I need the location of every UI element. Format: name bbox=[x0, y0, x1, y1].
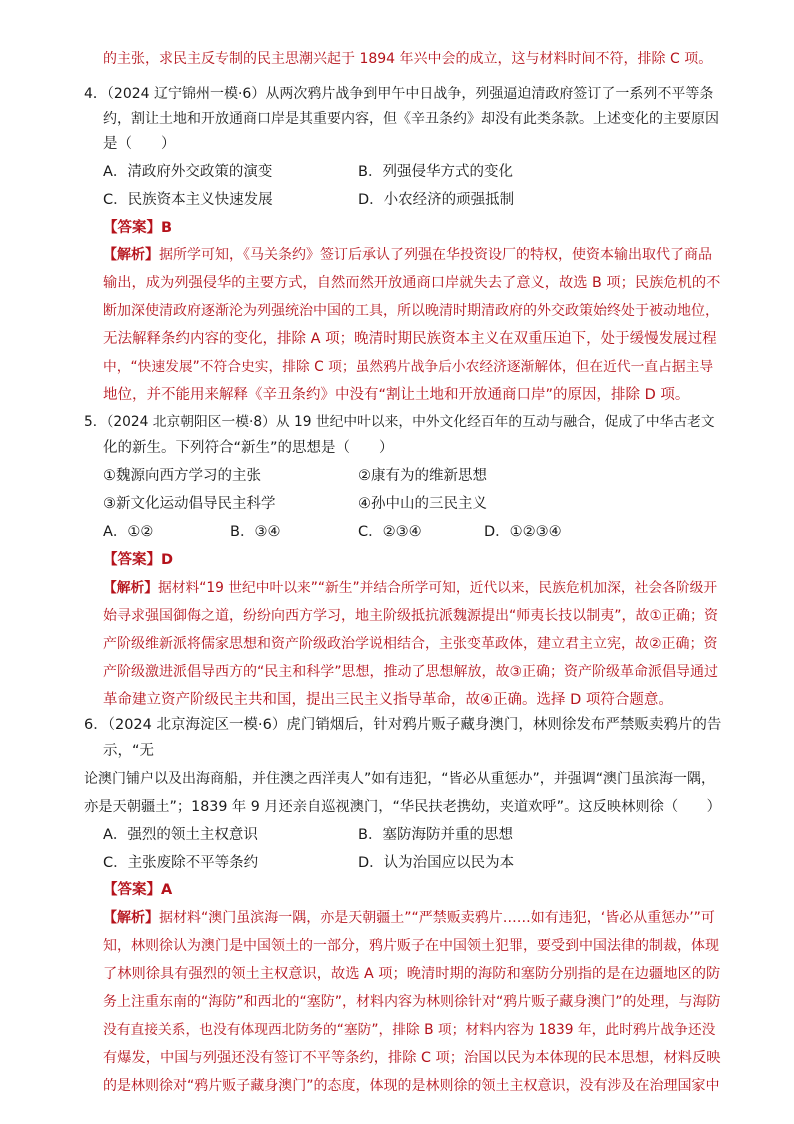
q4-stem-line3: 是（ ） bbox=[103, 136, 176, 152]
q5-item-1: ①魏源向西方学习的主张 bbox=[103, 468, 261, 484]
q5-stem-line1: 5．（2024 北京朝阳区一模·8）从 19 世纪中叶以来，中外文化经百年的互动与融合，促成了中华古老文 bbox=[84, 414, 715, 430]
q6-analysis-text1: 据材料“澳门虽滨海一隅，亦是天朝疆土”“严禁贩卖鸦片……如有违犯，‘皆必从重惩办’”可 bbox=[159, 910, 715, 926]
q5-option-c: C．②③④ bbox=[358, 524, 422, 540]
q5-option-d: D．①②③④ bbox=[484, 524, 562, 540]
q6-option-a: A．强烈的领土主权意识 bbox=[103, 827, 258, 843]
q6-analysis-line4: 务上注重东南的“海防”和西北的“塞防”，材料内容为林则徐针对“鸦片贩子藏身澳门”的处理，与海防 bbox=[103, 994, 721, 1010]
q6-stem-line1: 6．（2024 北京海淀区一模·6）虎门销烟后，针对鸦片贩子藏身澳门，林则徐发布严禁贩卖鸦片的告 bbox=[84, 717, 722, 733]
q5-stem-line2: 化的新生。下列符合“新生”的思想是（ ） bbox=[103, 440, 394, 456]
q6-analysis-label: 【解析】 bbox=[103, 910, 159, 926]
q5-item-2: ②康有为的维新思想 bbox=[358, 468, 487, 484]
q4-analysis-line6: 地位，并不能用来解释《辛丑条约》中没有“割让土地和开放通商口岸”的原因，排除 D 项。 bbox=[103, 387, 690, 403]
q4-option-d: D．小农经济的顽强抵制 bbox=[358, 192, 515, 208]
q6-analysis-line7: 的是林则徐对“鸦片贩子藏身澳门”的态度，体现的是林则徐的领土主权意识，没有涉及在治理国家中 bbox=[103, 1078, 720, 1094]
q6-analysis-line3: 了林则徐具有强烈的领土主权意识，故选 A 项；晚清时期的海防和塞防分别指的是在边疆地区的防 bbox=[103, 966, 721, 982]
q6-analysis-line1 bbox=[103, 908, 715, 928]
q6-stem-line4: 亦是天朝疆土”；1839 年 9 月还亲自巡视澳门，“华民扶老携幼，夹道欢呼”。这反映林则徐（ ） bbox=[84, 799, 721, 815]
q4-analysis-label: 【解析】 bbox=[103, 247, 159, 263]
q4-analysis-line2: 输出，成为列强侵华的主要方式，自然而然开放通商口岸就失去了意义，故选 B 项；民族危机的不 bbox=[103, 275, 721, 291]
q6-option-d: D．认为治国应以民为本 bbox=[358, 855, 515, 871]
q4-analysis-line3: 断加深使清政府逐渐沦为列强统治中国的工具，所以晚清时期清政府的外交政策始终处于被动地位， bbox=[103, 303, 719, 319]
q4-analysis-line1 bbox=[103, 245, 712, 265]
q5-analysis-line4: 产阶级激进派倡导西方的“民主和科学”思想，推动了思想解放，故③正确；资产阶级革命派倡导通过 bbox=[103, 664, 719, 680]
q6-option-c: C．主张废除不平等条约 bbox=[103, 855, 259, 871]
q4-option-b: B．列强侵华方式的变化 bbox=[358, 164, 513, 180]
q6-stem-line2: 示，“无 bbox=[103, 743, 155, 759]
q6-analysis-line6: 有爆发，中国与列强还没有签订不平等条约，排除 C 项；治国以民为本体现的民本思想，材料反映 bbox=[103, 1050, 721, 1066]
q6-stem-line3: 论澳门铺户以及出海商船，并住澳之西洋夷人”如有违犯，“皆必从重惩办”，并强调“澳门虽滨海一隅， bbox=[84, 771, 716, 787]
q5-option-a: A．①② bbox=[103, 524, 154, 540]
q5-analysis-line5: 革命建立资产阶级民主共和国，提出三民主义指导革命，故④正确。选择 D 项符合题意。 bbox=[103, 692, 673, 708]
q5-option-b: B．③④ bbox=[230, 524, 281, 540]
q5-analysis-line3: 产阶级维新派将儒家思想和资产阶级政治学说相结合，主张变革政体，建立君主立宪，故②正确；资 bbox=[103, 636, 718, 652]
q5-analysis-label: 【解析】 bbox=[103, 580, 159, 596]
q4-stem-line2: 约，割让土地和开放通商口岸是其重要内容，但《辛丑条约》却没有此类条款。上述变化的主要原因 bbox=[103, 111, 719, 127]
q5-analysis-line2: 始寻求强国御侮之道，纷纷向西方学习，地主阶级抵抗派魏源提出“师夷长技以制夷”，故①正确；资 bbox=[103, 608, 719, 624]
q6-option-b: B．塞防海防并重的思想 bbox=[358, 827, 513, 843]
q4-stem-line1: 4．（2024 辽宁锦州一模·6）从两次鸦片战争到甲午中日战争，列强逼迫清政府签订了一系列不平等条 bbox=[84, 86, 714, 102]
q6-answer: 【答案】A bbox=[103, 882, 173, 898]
q4-analysis-line4: 无法解释条约内容的变化，排除 A 项；晚清时期民族资本主义在双重压迫下，处于缓慢发展过程 bbox=[103, 331, 717, 347]
q5-answer: 【答案】D bbox=[103, 552, 174, 568]
q6-analysis-line5: 没有直接关系，也没有体现西北防务的“塞防”，排除 B 项；材料内容为 1839 年，此时鸦片战争还没 bbox=[103, 1022, 716, 1038]
q4-answer: 【答案】B bbox=[103, 220, 173, 236]
q5-item-4: ④孙中山的三民主义 bbox=[358, 496, 487, 512]
q5-analysis-text1: 据材料“19 世纪中叶以来”“新生”并结合所学可知，近代以来，民族危机加深，社会各阶级开 bbox=[158, 580, 718, 596]
q4-analysis-line5: 中，“快速发展”不符合史实，排除 C 项；虽然鸦片战争后小农经济逐渐解体，但在近代一直占据主导 bbox=[103, 359, 714, 375]
q4-option-c: C．民族资本主义快速发展 bbox=[103, 192, 273, 208]
q4-option-a: A．清政府外交政策的演变 bbox=[103, 164, 273, 180]
prev-analysis-tail: 的主张，求民主反专制的民主思潮兴起于 1894 年兴中会的成立，这与材料时间不符，排除 C 项。 bbox=[103, 51, 713, 67]
q5-item-3: ③新文化运动倡导民主科学 bbox=[103, 496, 276, 512]
q5-analysis-line1 bbox=[103, 578, 717, 598]
q4-analysis-text1: 据所学可知，《马关条约》签订后承认了列强在华投资设厂的特权，使资本输出取代了商品 bbox=[159, 247, 712, 263]
q6-analysis-line2: 知，林则徐认为澳门是中国领土的一部分，鸦片贩子在中国领土犯罪，要受到中国法律的制裁，体现 bbox=[103, 938, 719, 954]
